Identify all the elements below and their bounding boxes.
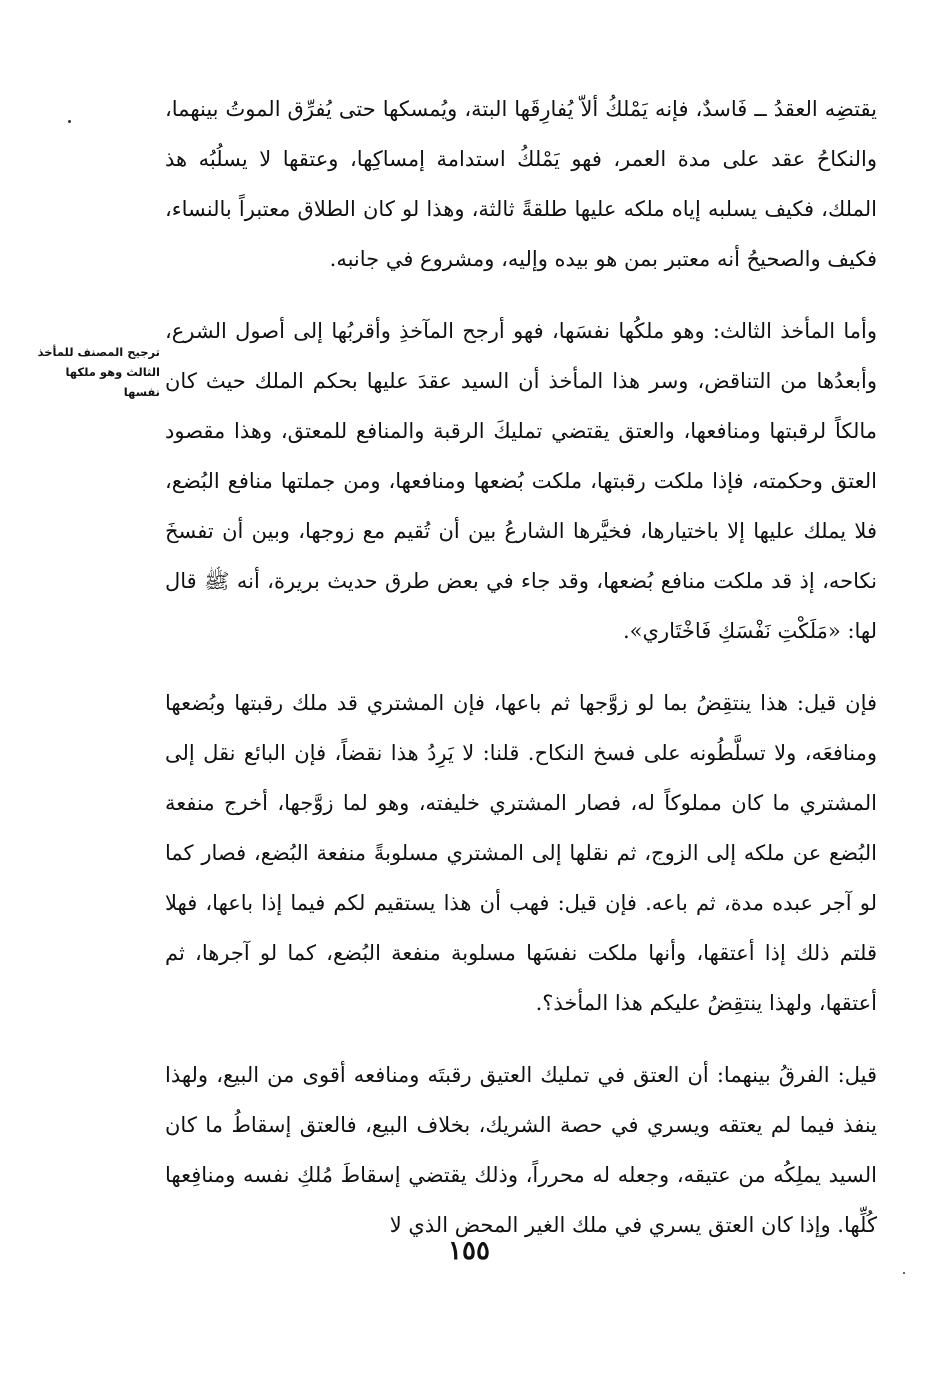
paragraph-4: قيل: الفرقُ بينهما: أن العتق في تمليك العتيق رقبتَه ومنافعه أقوى من البيع، ولهذا ينفذ فيما لم يعتقه ويسري في حصة الشريك، بخلاف البيع، فالعتق إسقاطُ ما كان السيد يملِكُه من عتيقه، وجعله له محرراً، وذلك يقتضي إسقاطَ مُلكِ نفسه ومنافِعها كُلِّها. وإذا كان العتق يسري في ملك الغير المحض الذي لا: [165, 1063, 877, 1237]
page-number: ١٥٥: [448, 1236, 490, 1266]
main-text: [165, 84, 877, 1250]
scan-speck: [68, 120, 71, 123]
paragraph-3: فإن قيل: هذا ينتقِضُ بما لو زوَّجها ثم باعها، فإن المشتري قد ملك رقبتها وبُضعها ومنافعَه، ولا تسلَّطُونه على فسخ النكاح. قلنا: لا يَرِدُ هذا نقضاً، فإن البائع نقل إلى المشتري ما كان مملوكاً له، فصار المشتري خليفته، وهو لما زوَّجها، أخرج منفعة البُضع عن ملكه إلى الزوج، ثم نقلها إلى المشتري مسلوبةً منفعة البُضع، فصار كما لو آجر عبده مدة، ثم باعه. فإن قيل: فهب أن هذا يستقيم لكم فيما إذا باعها، فهلا قلتم ذلك إذا أعتقها، وأنها ملكت نفسَها مسلوبة منفعة البُضع، كما لو آجرها، ثم أعتقها، ولهذا ينتقِضُ عليكم هذا المأخذ؟.: [165, 691, 877, 1015]
paragraph-2: وأما المأخذ الثالث: وهو ملكُها نفسَها، فهو أرجح المآخذِ وأقربُها إلى أصول الشرع، وأبعدُها من التناقض، وسر هذا المأخذ أن السيد عقدَ عليها بحكم الملك حيث كان مالكاً لرقبتها ومنافعها، والعتق يقتضي تمليكَ الرقبة والمنافع للمعتق، وهذا مقصود العتق وحكمته، فإذا ملكت رقبتها، ملكت بُضعها ومنافعها، ومن جملتها منافع البُضع، فلا يملك عليها إلا باختيارها، فخيَّرها الشارعُ بين أن تُقيم مع زوجها، وبين أن تفسخَ نكاحه، إذ قد ملكت منافع بُضعها، وقد جاء في بعض طرق حديث بريرة، أنه ﷺ قال لها: «مَلَكْتِ نَفْسَكِ فَاخْتَاري».: [165, 319, 877, 643]
margin-note: ترجيح المصنف للمأخذ الثالث وهو ملكها نفسها: [37, 345, 160, 399]
paragraph-1: يقتضِه العقدُ ــ فَاسدٌ، فإنه يَمْلكُ ألاّ يُفارِقَها البتة، ويُمسكها حتى يُفرِّق الموتُ بينهما، والنكاحُ عقد على مدة العمر، فهو يَمْلكُ استدامة إمساكِها، وعتقها لا يسلُبُه هذ الملك، فكيف يسلبه إياه ملكه عليها طلقةً ثالثة، وهذا لو كان الطلاق معتبراً بالنساء، فكيف والصحيحُ أنه معتبر بمن هو بيده وإليه، ومشروع في جانبه.: [165, 97, 877, 271]
scan-speck: [903, 1272, 905, 1274]
